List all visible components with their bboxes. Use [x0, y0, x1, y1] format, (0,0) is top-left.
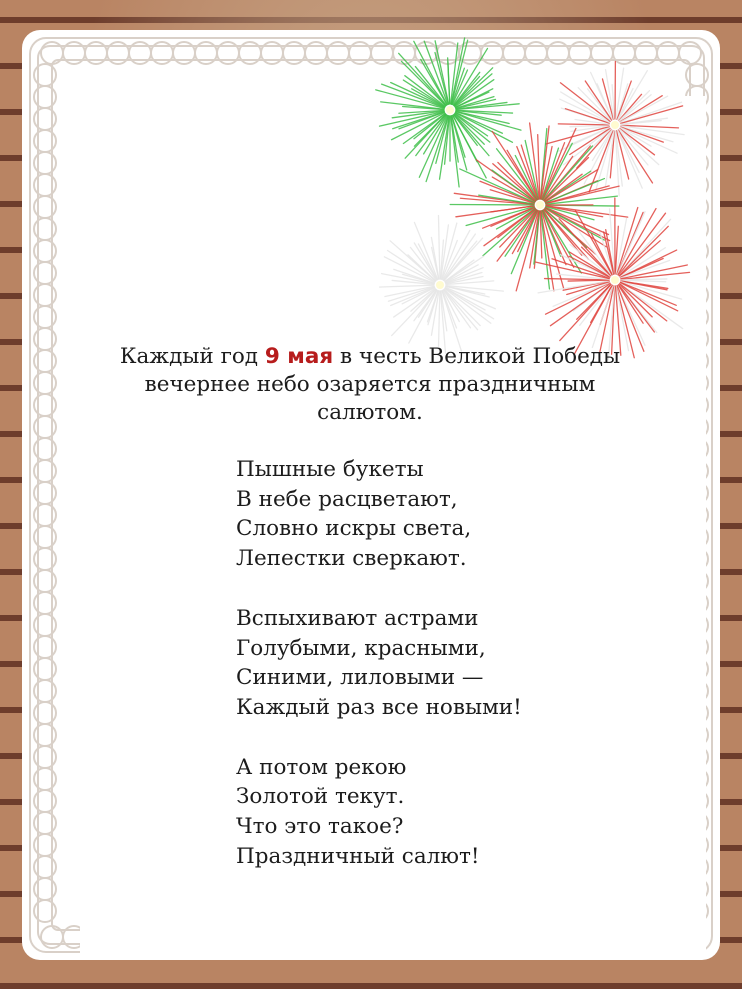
- stanza-3: [236, 753, 656, 872]
- fireworks-illustration: [360, 30, 700, 390]
- poem: [236, 455, 656, 901]
- poem-line: Пышные букеты: [236, 457, 424, 482]
- poem-line: А потом рекою: [236, 754, 407, 780]
- stanza-1: [236, 455, 656, 574]
- victory-day-date: 9 мая: [264, 344, 334, 369]
- poem-line: Словно искры света,: [236, 516, 472, 542]
- poem-line: Что это такое?: [236, 814, 404, 840]
- poem-line: Синими, лиловыми —: [236, 665, 484, 691]
- poem-line: Праздничный салют!: [236, 843, 480, 869]
- stanza-2: [236, 604, 656, 723]
- poem-line: В небе расцветают,: [236, 486, 458, 512]
- poem-line: Золотой текут.: [236, 784, 405, 810]
- poem-line: Каждый раз все новыми!: [236, 694, 522, 720]
- poem-line: Вспыхивают астрами: [236, 605, 479, 631]
- intro-text-end: в честь Великой Победы вечернее небо озаряется праздничным салютом.: [144, 344, 621, 425]
- poem-line: Лепестки сверкают.: [236, 546, 467, 572]
- poem-line: Голубыми, красными,: [236, 635, 486, 661]
- intro-text-start: Каждый год: [119, 344, 265, 369]
- intro-paragraph: [110, 343, 630, 427]
- firework-burst: [380, 216, 504, 354]
- firework-burst: [376, 38, 521, 187]
